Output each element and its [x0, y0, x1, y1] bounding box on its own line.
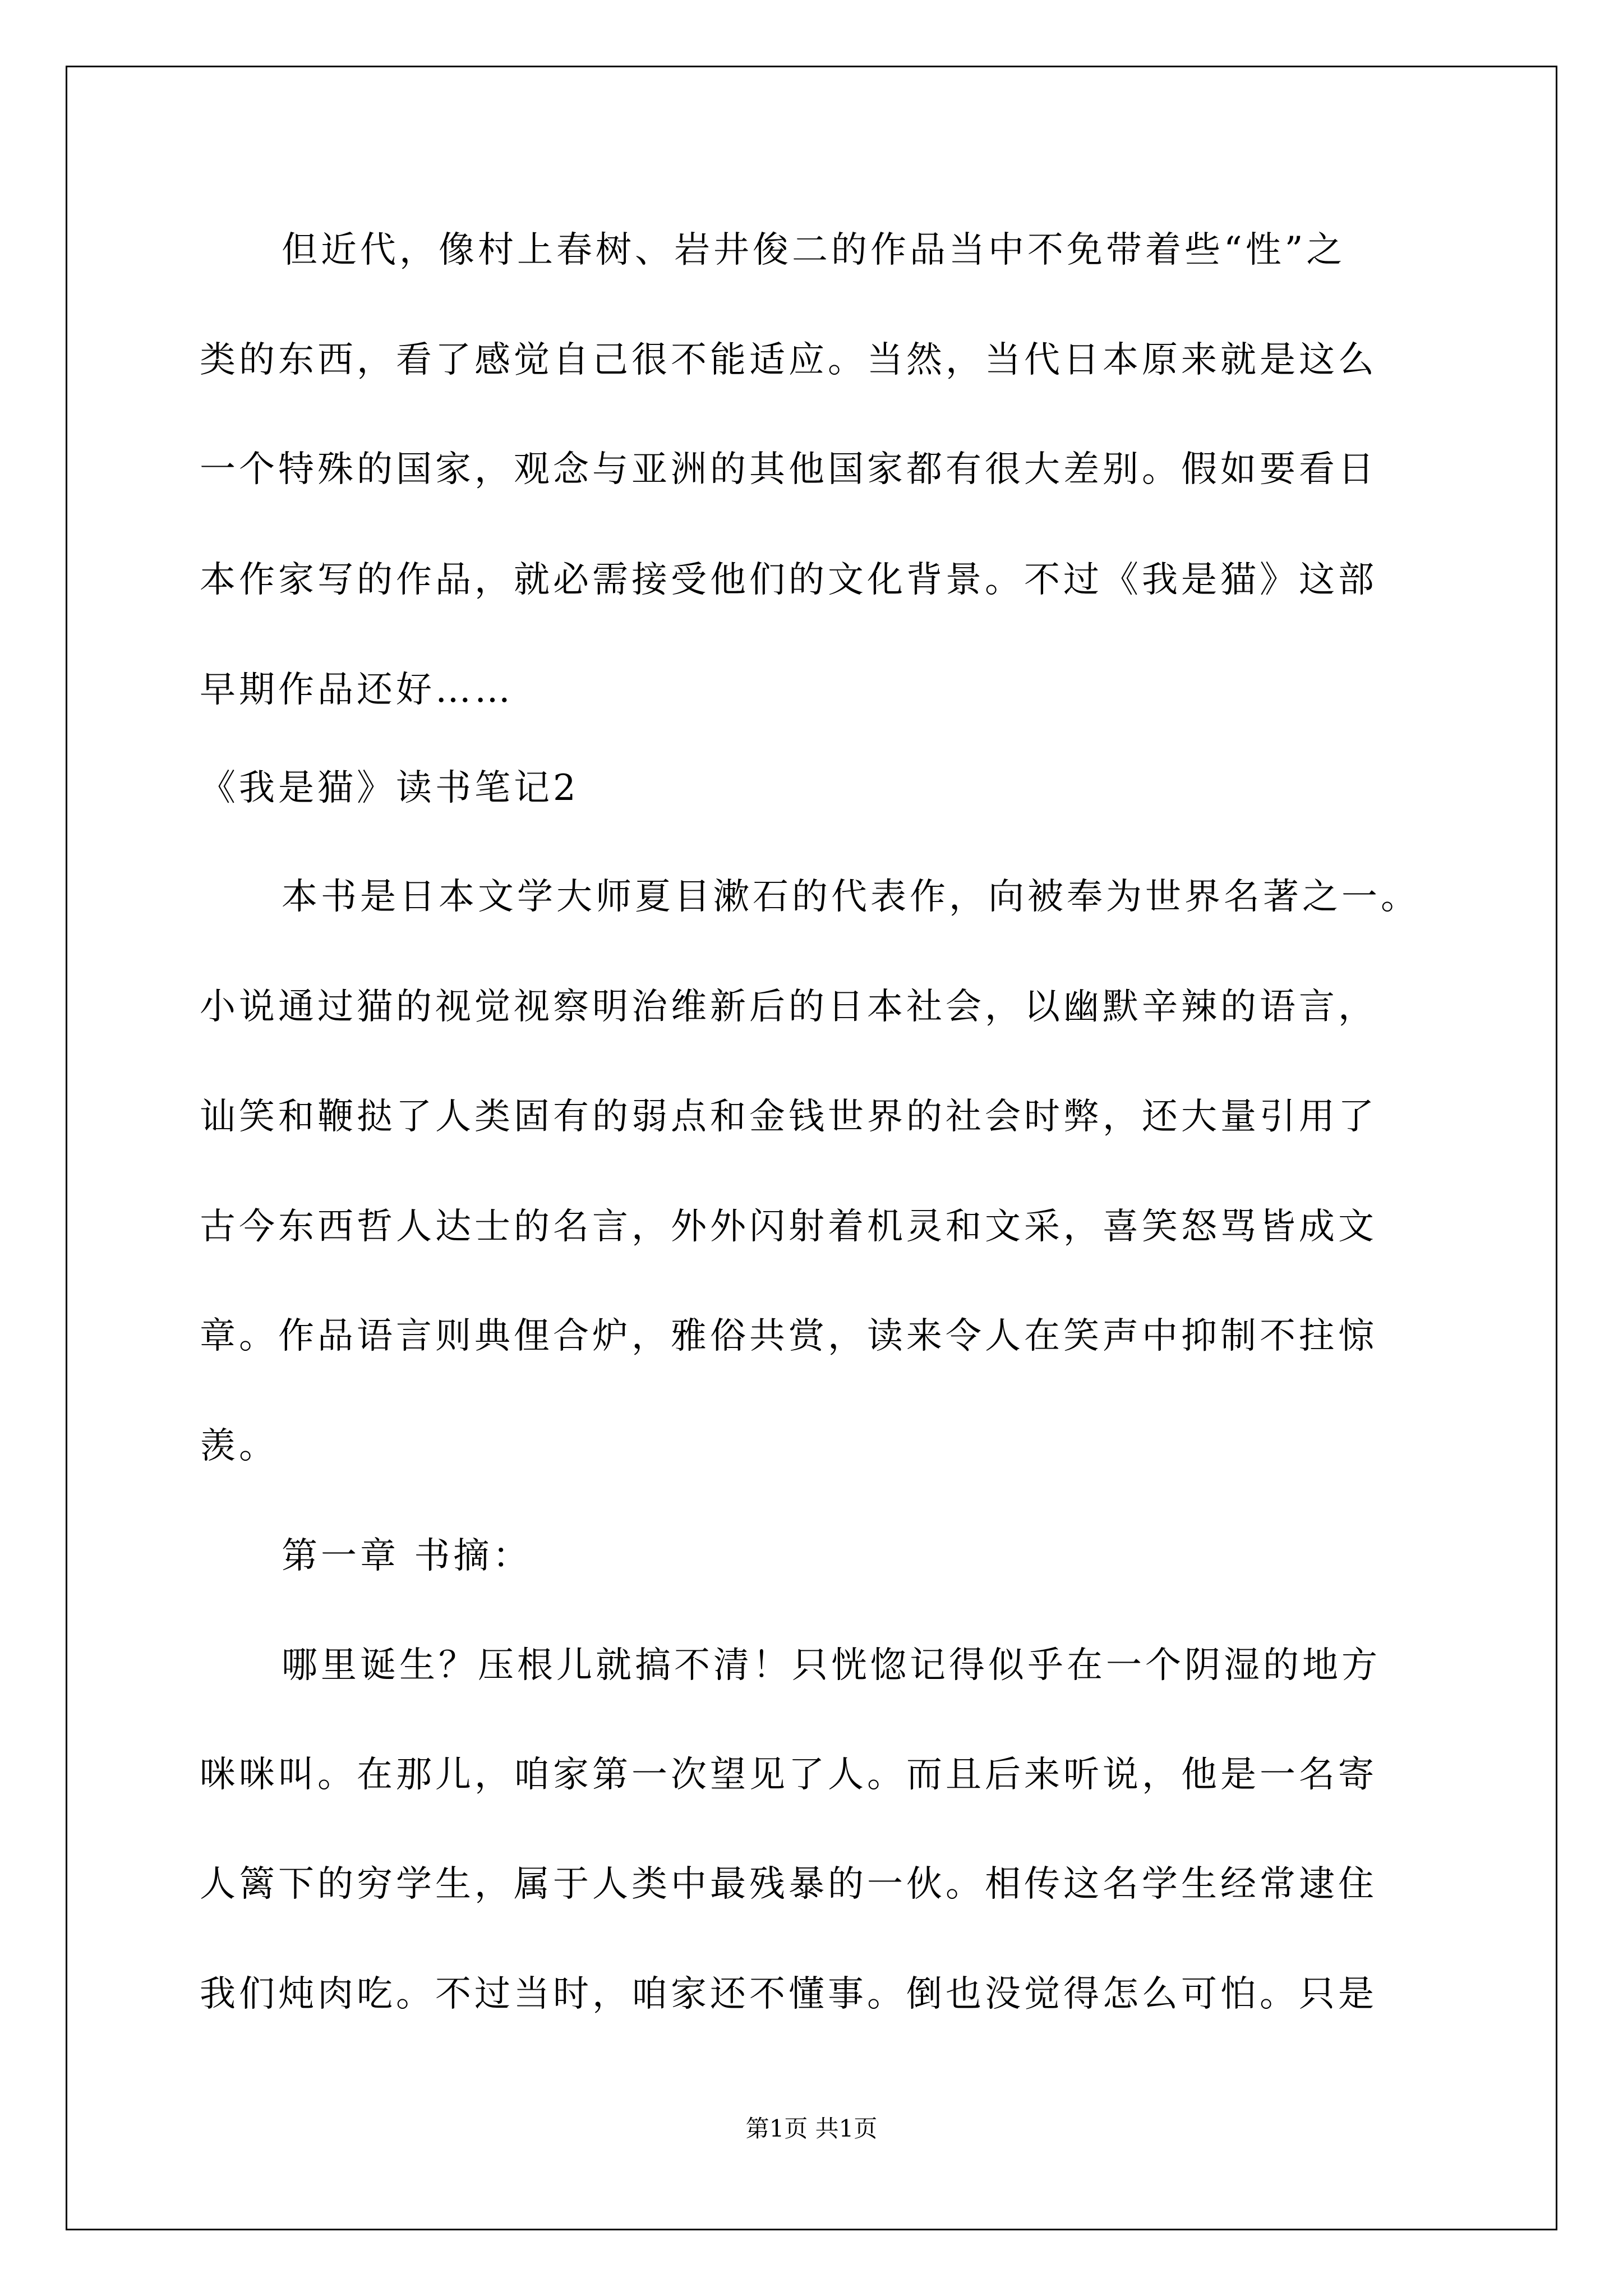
paragraph-line: 讪笑和鞭挞了人类固有的弱点和金钱世界的社会时弊，还大量引用了 — [200, 1096, 1377, 1138]
page-footer: 第1页 共1页 — [745, 2115, 878, 2142]
paragraph-line: 早期作品还好…… — [200, 669, 514, 711]
paragraph-line: 本书是日本文学大师夏目漱石的代表作，向被奉为世界名著之一。 — [282, 876, 1420, 918]
chapter-heading: 第一章 书摘： — [282, 1535, 532, 1577]
paragraph-line: 我们炖肉吃。不过当时，咱家还不懂事。倒也没觉得怎么可怕。只是 — [200, 1973, 1377, 2015]
paragraph-line: 章。作品语言则典俚合炉，雅俗共赏，读来令人在笑声中抑制不拄惊 — [200, 1315, 1377, 1357]
paragraph-line: 羡。 — [200, 1425, 278, 1467]
section-heading: 《我是猫》读书笔记2 — [200, 767, 579, 809]
paragraph-line: 但近代，像村上春树、岩井俊二的作品当中不免带着些“性”之 — [282, 229, 1346, 271]
paragraph-line: 哪里诞生？压根儿就搞不清！只恍惚记得似乎在一个阴湿的地方 — [282, 1645, 1381, 1686]
paragraph-line: 本作家写的作品，就必需接受他们的文化背景。不过《我是猫》这部 — [200, 559, 1377, 601]
paragraph-line: 人篱下的穷学生，属于人类中最残暴的一伙。相传这名学生经常逮住 — [200, 1864, 1377, 1905]
paragraph-line: 一个特殊的国家，观念与亚洲的其他国家都有很大差别。假如要看日 — [200, 449, 1377, 490]
paragraph-line: 古今东西哲人达士的名言，外外闪射着机灵和文采，喜笑怒骂皆成文 — [200, 1206, 1377, 1248]
paragraph-line: 小说通过猫的视觉视察明治维新后的日本社会，以幽默辛辣的语言， — [200, 986, 1377, 1028]
paragraph-line: 类的东西，看了感觉自己很不能适应。当然，当代日本原来就是这么 — [200, 339, 1377, 381]
paragraph-line: 咪咪叫。在那儿，咱家第一次望见了人。而且后来听说，他是一名寄 — [200, 1754, 1377, 1796]
